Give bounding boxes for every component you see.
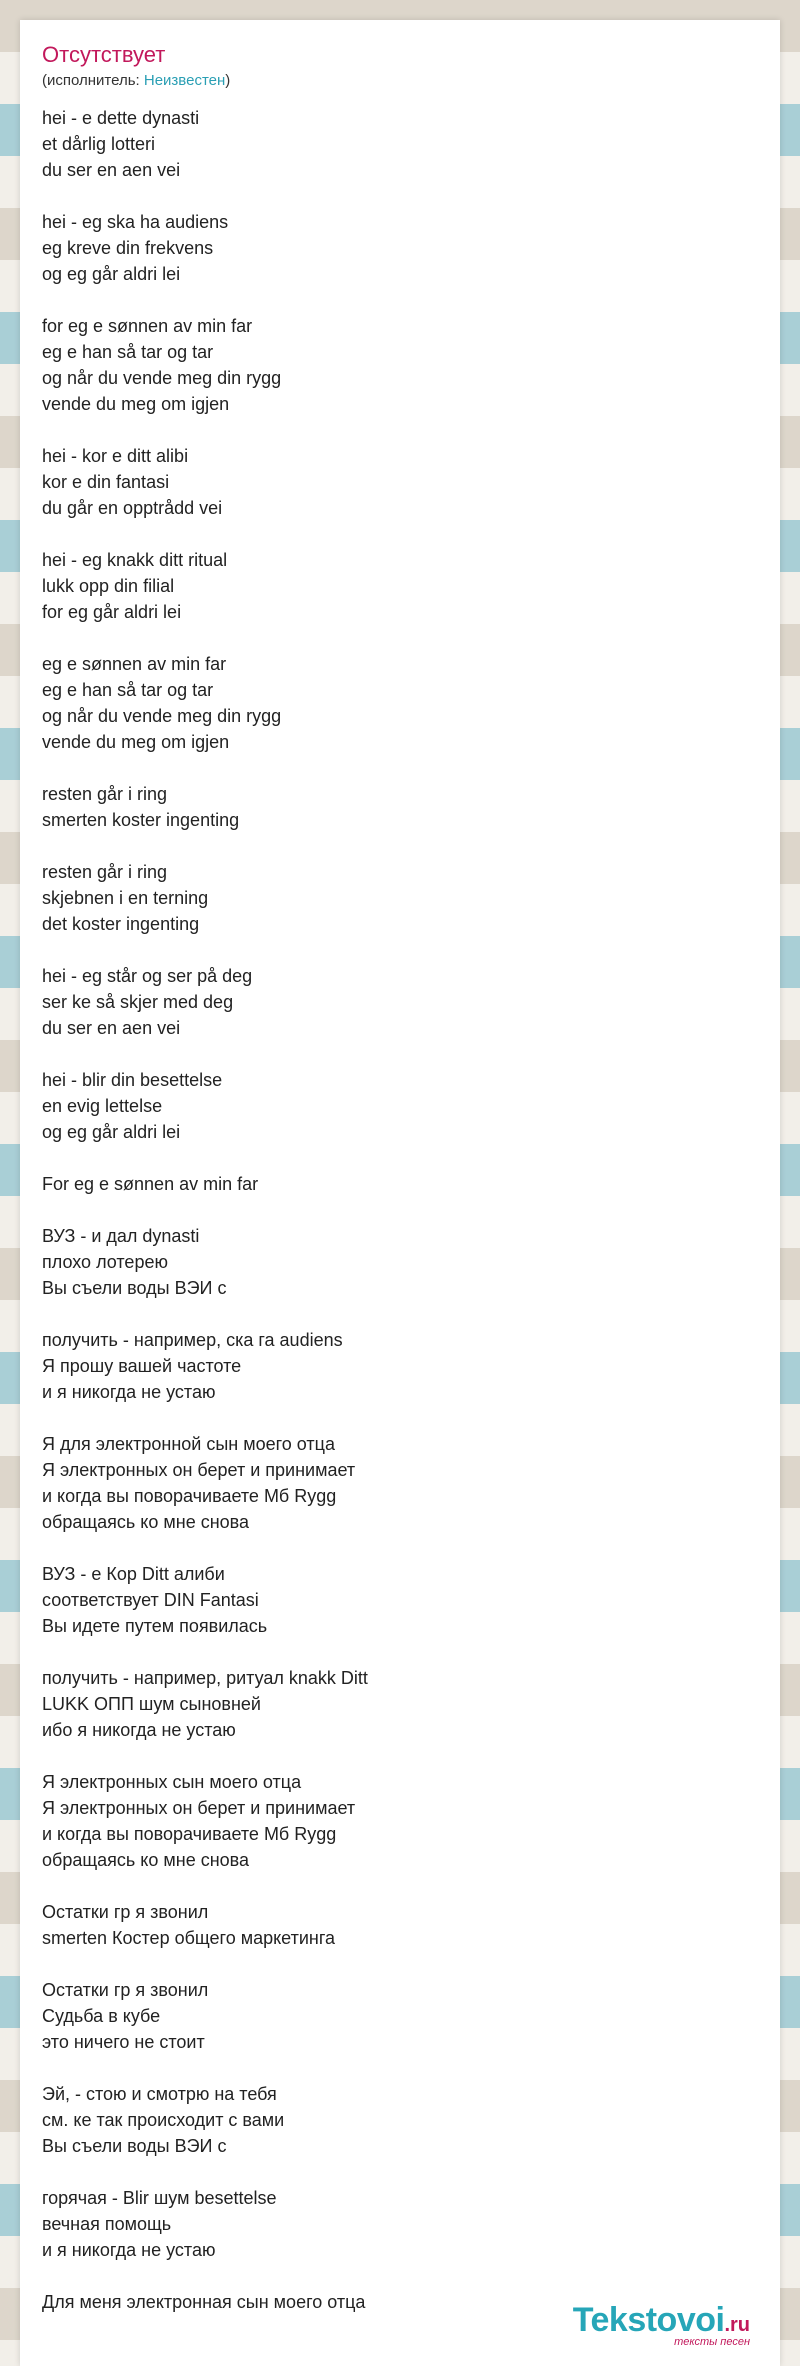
- lyric-line: см. ке так происходит с вами: [42, 2110, 285, 2130]
- lyrics-stanza: [42, 313, 742, 417]
- artist-link[interactable]: Неизвестен: [143, 72, 226, 89]
- lyrics-stanza: [42, 1561, 742, 1639]
- lyric-line: kor e din fantasi: [42, 472, 170, 492]
- lyrics-stanza: [42, 1067, 742, 1145]
- lyric-line: это ничего не стоит: [42, 2032, 205, 2052]
- lyric-line: получить - например, ска га audiens: [42, 1330, 343, 1350]
- lyrics-stanza: [42, 1899, 742, 1951]
- lyric-line: du går en opptrådd vei: [42, 498, 223, 518]
- lyric-line: et dårlig lotteri: [42, 134, 156, 154]
- lyric-line: обращаясь ко мне снова: [42, 1512, 250, 1532]
- lyrics-stanza: [42, 651, 742, 755]
- lyric-line: плохо лотерею: [42, 1252, 168, 1272]
- lyric-line: ser ke så skjer med deg: [42, 992, 234, 1012]
- logo-domain: .ru: [724, 2314, 750, 2336]
- lyric-line: hei - eg ska ha audiens: [42, 212, 229, 232]
- lyric-line: smerten Костер общего маркетинга: [42, 1928, 336, 1948]
- lyric-line: det koster ingenting: [42, 914, 200, 934]
- lyric-line: skjebnen i en terning: [42, 888, 209, 908]
- lyric-line: обращаясь ко мне снова: [42, 1850, 250, 1870]
- lyric-line: и я никогда не устаю: [42, 2240, 216, 2260]
- lyric-line: Остатки гр я звонил: [42, 1902, 209, 1922]
- lyric-line: соответствует DIN Fantasi: [42, 1590, 259, 1610]
- lyric-line: Я для электронной сын моего отца: [42, 1434, 335, 1454]
- lyric-line: hei - kor e ditt alibi: [42, 446, 189, 466]
- lyric-line: Вы съели воды ВЭИ с: [42, 1278, 227, 1298]
- lyrics-stanza: [42, 1223, 742, 1301]
- lyrics-stanza: [42, 105, 742, 183]
- lyric-line: Судьба в кубе: [42, 2006, 161, 2026]
- lyric-line: eg e han så tar og tar: [42, 680, 214, 700]
- lyric-line: hei - e dette dynasti: [42, 108, 200, 128]
- lyric-line: lukk opp din filial: [42, 576, 175, 596]
- lyric-line: Для меня электронная сын моего отца: [42, 2292, 366, 2312]
- lyric-line: Вы идете путем появилась: [42, 1616, 268, 1636]
- lyric-line: Эй, - стою и смотрю на тебя: [42, 2084, 277, 2104]
- artist-line: [42, 72, 230, 89]
- lyrics-stanza: [42, 781, 742, 833]
- song-title: Отсутствует: [42, 42, 166, 67]
- lyric-line: en evig lettelse: [42, 1096, 163, 1116]
- lyrics-card: [20, 20, 780, 2366]
- lyric-line: eg e sønnen av min far: [42, 654, 227, 674]
- lyrics-stanza: [42, 859, 742, 937]
- logo-wordmark: Tekstovoi: [572, 2301, 725, 2339]
- lyric-line: smerten koster ingenting: [42, 810, 240, 830]
- lyric-line: Я электронных он берет и принимает: [42, 1460, 356, 1480]
- lyrics-stanza: [42, 1977, 742, 2055]
- lyrics-stanza: [42, 2081, 742, 2159]
- lyric-line: for eg går aldri lei: [42, 602, 182, 622]
- lyrics-stanza: [42, 1665, 742, 1743]
- lyrics-stanza: [42, 1171, 742, 1197]
- artist-suffix: ): [225, 72, 231, 89]
- lyric-line: for eg e sønnen av min far: [42, 316, 253, 336]
- lyric-line: Я прошу вашей частоте: [42, 1356, 242, 1376]
- lyrics-body: [42, 105, 742, 2341]
- lyric-line: Вы съели воды ВЭИ с: [42, 2136, 227, 2156]
- lyrics-stanza: [42, 1769, 742, 1873]
- lyrics-stanza: [42, 2185, 742, 2263]
- lyric-line: eg e han så tar og tar: [42, 342, 214, 362]
- lyric-line: og eg går aldri lei: [42, 264, 181, 284]
- lyric-line: горячая - Blir шум besettelse: [42, 2188, 277, 2208]
- lyrics-stanza: [42, 547, 742, 625]
- lyrics-stanza: [42, 1327, 742, 1405]
- lyric-line: вечная помощь: [42, 2214, 172, 2234]
- lyric-line: получить - например, ритуал knakk Ditt: [42, 1668, 368, 1688]
- lyric-line: du ser en aen vei: [42, 1018, 181, 1038]
- lyrics-stanza: [42, 209, 742, 287]
- lyric-line: vende du meg om igjen: [42, 732, 230, 752]
- lyric-line: ВУЗ - и дал dynasti: [42, 1226, 200, 1246]
- lyric-line: vende du meg om igjen: [42, 394, 230, 414]
- lyric-line: и когда вы поворачиваете Мб Rygg: [42, 1824, 337, 1844]
- lyric-line: og når du vende meg din rygg: [42, 368, 282, 388]
- lyric-line: LUKK ОПП шум сыновней: [42, 1694, 261, 1714]
- lyric-line: du ser en aen vei: [42, 160, 181, 180]
- lyric-line: hei - blir din besettelse: [42, 1070, 223, 1090]
- lyric-line: и когда вы поворачиваете Мб Rygg: [42, 1486, 337, 1506]
- lyric-line: hei - eg knakk ditt ritual: [42, 550, 228, 570]
- lyric-line: og eg går aldri lei: [42, 1122, 181, 1142]
- lyrics-stanza: [42, 443, 742, 521]
- lyric-line: resten går i ring: [42, 784, 168, 804]
- lyric-line: Я электронных сын моего отца: [42, 1772, 302, 1792]
- lyric-line: og når du vende meg din rygg: [42, 706, 282, 726]
- lyric-line: eg kreve din frekvens: [42, 238, 214, 258]
- site-logo[interactable]: [573, 2301, 750, 2348]
- lyrics-stanza: [42, 963, 742, 1041]
- lyric-line: ВУЗ - е Кор Ditt алиби: [42, 1564, 225, 1584]
- logo-tagline: тексты песен: [674, 2336, 750, 2348]
- lyric-line: Остатки гр я звонил: [42, 1980, 209, 2000]
- lyric-line: hei - eg står og ser på deg: [42, 966, 253, 986]
- lyric-line: и я никогда не устаю: [42, 1382, 216, 1402]
- lyric-line: For eg e sønnen av min far: [42, 1174, 259, 1194]
- artist-prefix: (исполнитель:: [42, 72, 144, 89]
- lyric-line: ибо я никогда не устаю: [42, 1720, 236, 1740]
- lyrics-stanza: [42, 1431, 742, 1535]
- lyric-line: resten går i ring: [42, 862, 168, 882]
- lyric-line: Я электронных он берет и принимает: [42, 1798, 356, 1818]
